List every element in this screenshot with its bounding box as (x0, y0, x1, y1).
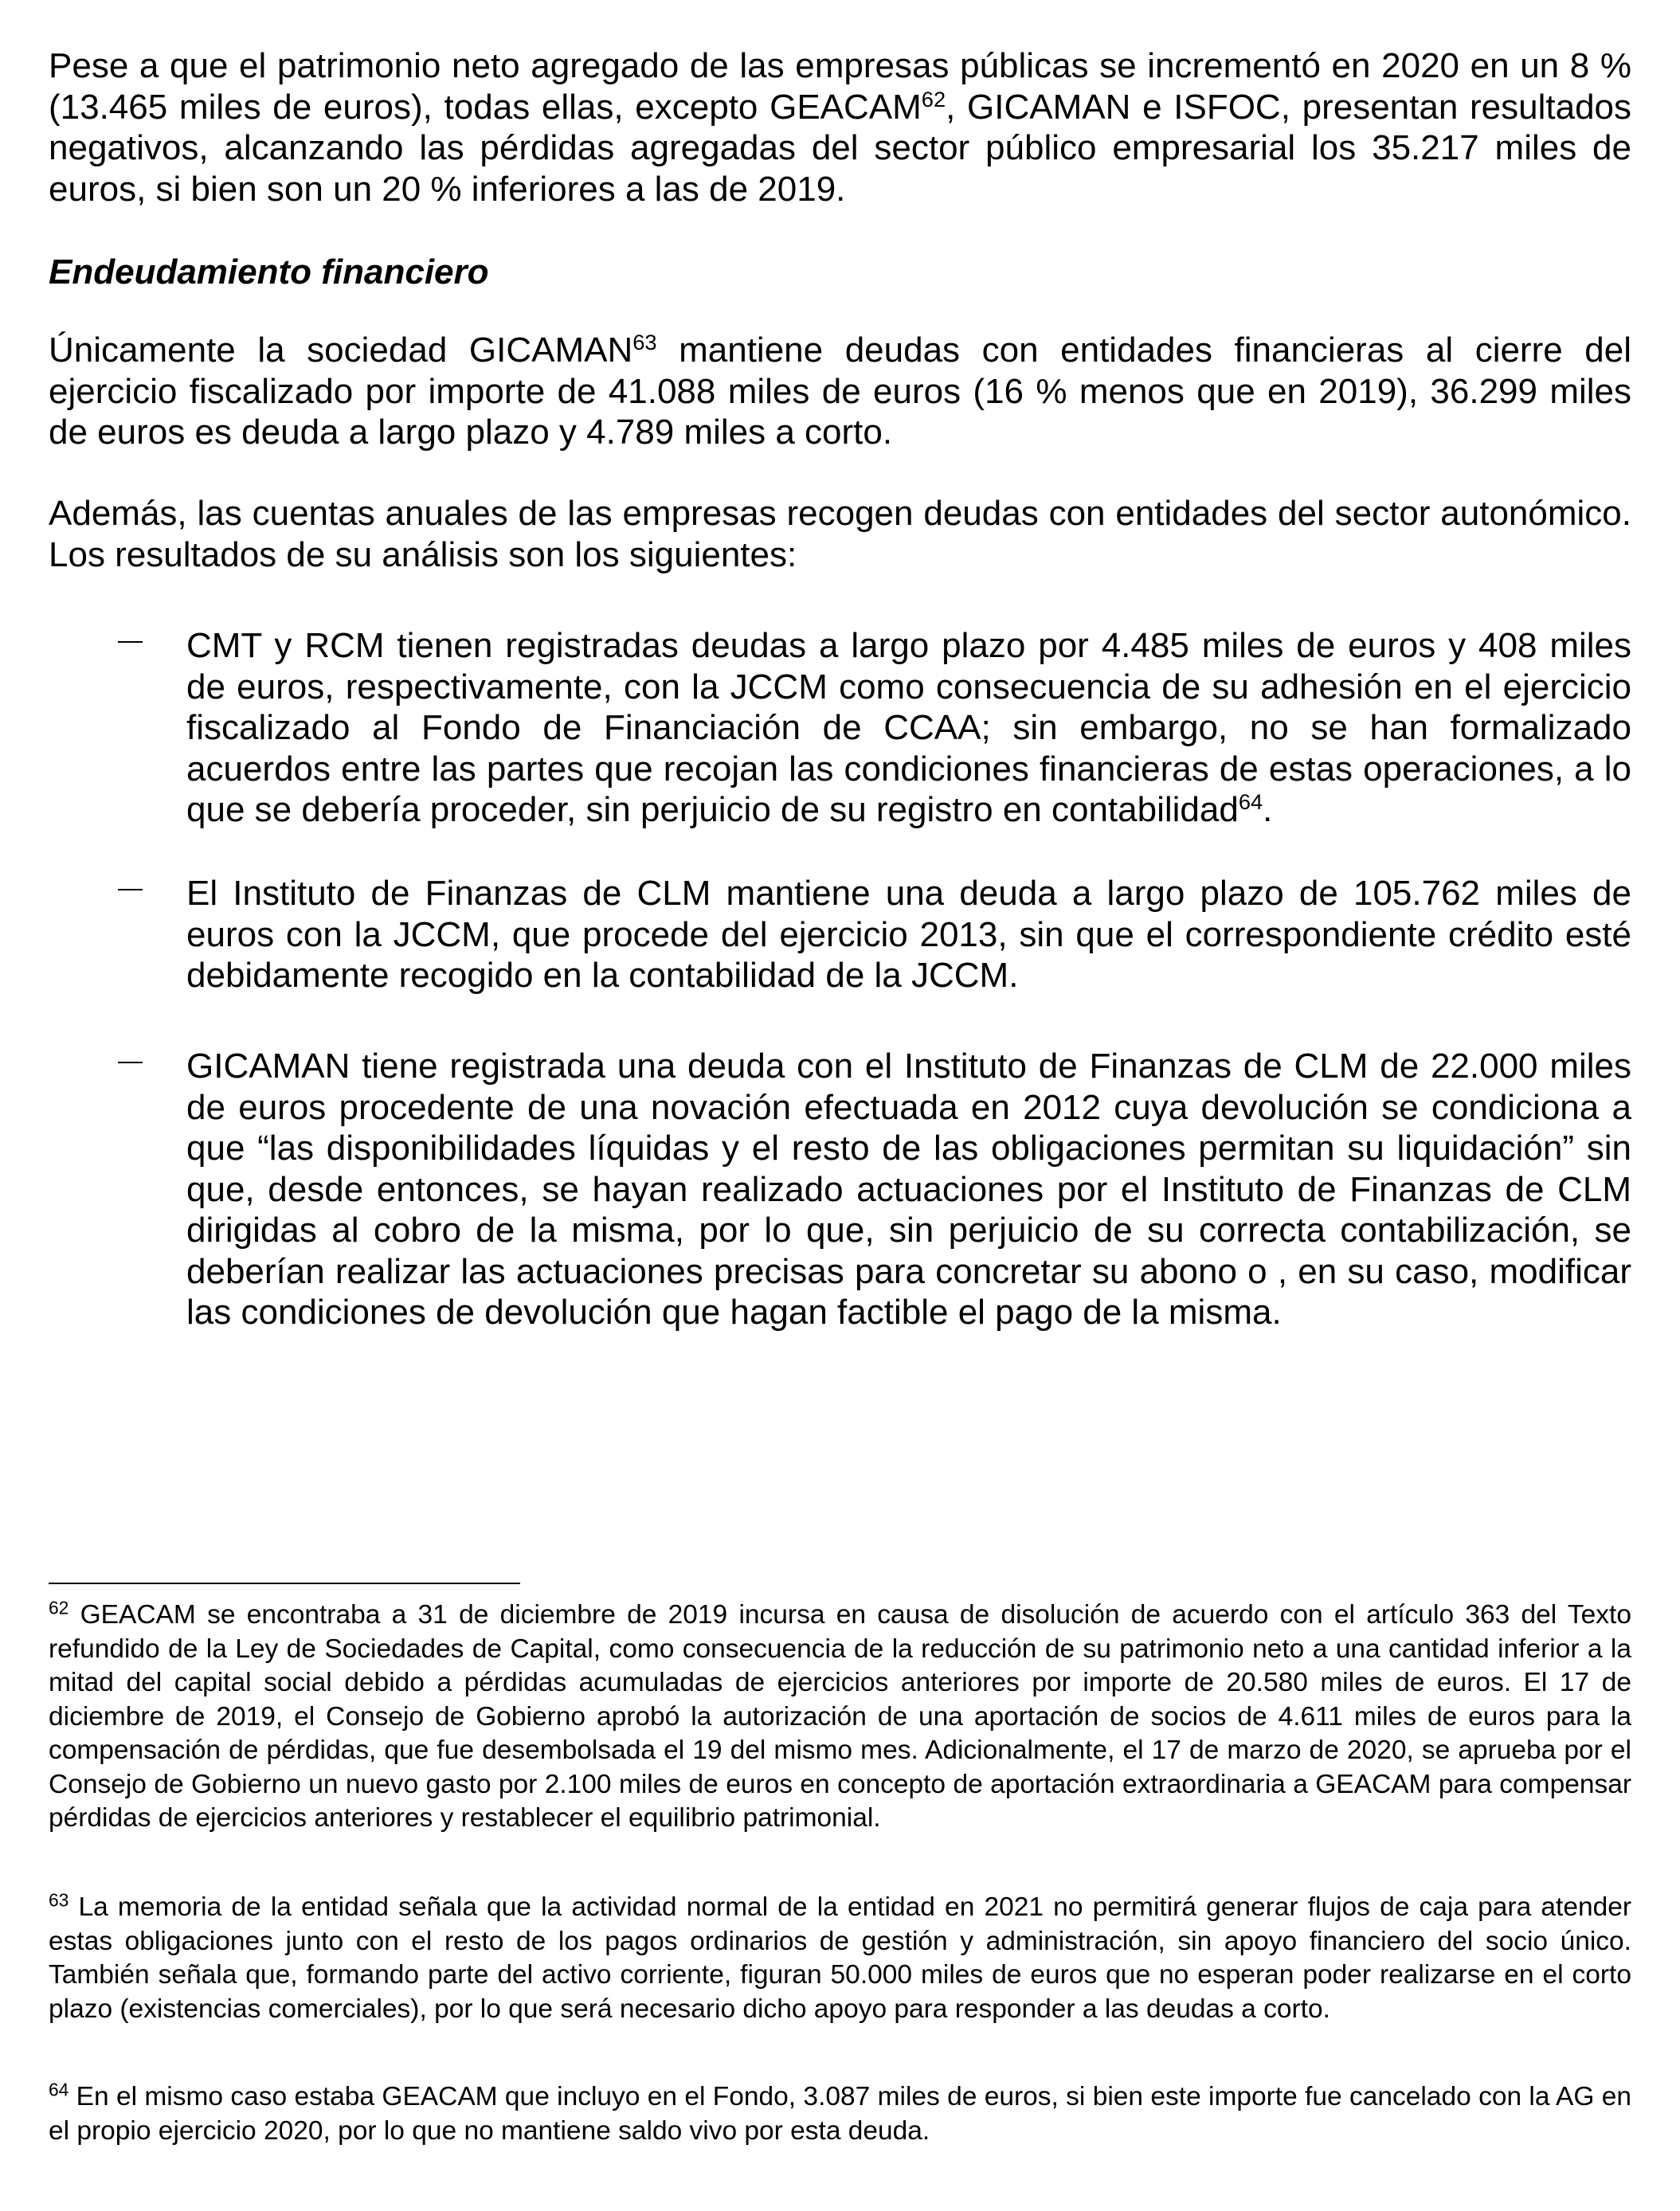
paragraph-text: Únicamente la sociedad GICAMAN (49, 331, 633, 370)
paragraph-patrimonio (49, 45, 1631, 209)
footnote-ref-63[interactable]: 63 (632, 330, 657, 354)
paragraph-cuentas-anuales: Además, las cuentas anuales de las empresas recogen deudas con entidades del sector autonómico. Los resultados de su análisis son los siguientes: (49, 494, 1631, 574)
footnote-number: 63 (49, 1889, 69, 1911)
list-item-text (186, 625, 1631, 831)
section-heading: Endeudamiento financiero (49, 252, 489, 292)
list-item-text-part: CMT y RCM tienen registradas deudas a largo plazo por 4.485 miles de euros y 408 miles de euros, respectivamente, con la JCCM como consecuencia de su adhesión en el ejercicio fiscalizado al Fondo de Financiación de CCAA; sin embargo, no se han formalizado acuerdos entre las partes que recojan las condiciones financieras de estas operaciones, a lo que se debería proceder, sin perjuicio de su registro en contabilidad (186, 626, 1631, 829)
footnote-ref-62[interactable]: 62 (921, 86, 946, 112)
paragraph-gicaman-deudas (49, 330, 1631, 453)
list-item (118, 1046, 1631, 1333)
footnote-63 (49, 1891, 1631, 2026)
list-item (118, 625, 1631, 831)
paragraph-text: mantiene deudas con entidades financieras al cierre del ejercicio fiscalizado por importe de 41.088 miles de euros (16 % menos que en 2019), 36.299 miles de euros es deuda a largo plazo y 4.789 miles a corto. (49, 331, 1631, 452)
footnote-64 (49, 2080, 1631, 2148)
paragraph-text: Pese a que el patrimonio neto agregado de las empresas públicas se incrementó en 2020 en un 8 % (13.465 miles de euros), todas ellas, excepto GEACAM (49, 46, 1631, 127)
list-item-text: El Instituto de Finanzas de CLM mantiene una deuda a largo plazo de 105.762 miles de euros con la JCCM, que procede del ejercicio 2013, sin que el correspondiente crédito esté debidamente recogido en la contabilidad de la JCCM. (186, 874, 1631, 995)
list-item-text: GICAMAN tiene registrada una deuda con el Instituto de Finanzas de CLM de 22.000 miles de euros procedente de una novación efectuada en 2012 cuya devolución se condiciona a que “las disponibilidades líquidas y el resto de las obligaciones permitan su liquidación” sin que, desde entonces, se hayan realizado actuaciones por el Instituto de Finanzas de CLM dirigidas al cobro de la misma, por lo que, sin perjuicio de su correcta contabilización, se deberían realizar las actuaciones precisas para concretar su abono o , en su caso, modificar las condiciones de devolución que hagan factible el pago de la misma. (186, 1047, 1631, 1332)
list-item-text-part: . (1263, 790, 1273, 829)
footnote-text: En el mismo caso estaba GEACAM que incluyo en el Fondo, 3.087 miles de euros, si bien este importe fue cancelado con la AG en el propio ejercicio 2020, por lo que no mantiene saldo vivo por esta deuda. (49, 2082, 1631, 2146)
footnote-text: La memoria de la entidad señala que la actividad normal de la entidad en 2021 no permitirá generar flujos de caja para atender estas obligaciones junto con el resto de los pagos ordinarios de gestión y administración, sin apoyo financiero del socio único. También señala que, formando parte del activo corriente, figuran 50.000 miles de euros que no esperan poder realizarse en el corto plazo (existencias comerciales), por lo que será necesario dicho apoyo para responder a las deudas a corto. (49, 1892, 1631, 2024)
footnote-separator (49, 1583, 520, 1584)
footnote-text: GEACAM se encontraba a 31 de diciembre de 2019 incursa en causa de disolución de acuerdo con el artículo 363 del Texto refundido de la Ley de Sociedades de Capital, como consecuencia de la reducción de su patrimonio neto a una cantidad inferior a la mitad del capital social debido a pérdidas acumuladas de ejercicios anteriores por importe de 20.580 miles de euros. El 17 de diciembre de 2019, el Consejo de Gobierno aprobó la autorización de una aportación de socios de 4.611 miles de euros para la compensación de pérdidas, que fue desembolsada el 19 del mismo mes. Adicionalmente, el 17 de marzo de 2020, se aprueba por el Consejo de Gobierno un nuevo gasto por 2.100 miles de euros en concepto de aportación extraordinaria a GEACAM para compensar pérdidas de ejercicios anteriores y restablecer el equilibrio patrimonial. (49, 1600, 1631, 1833)
footnote-62 (49, 1599, 1631, 1836)
list-item (118, 873, 1631, 996)
footnote-number: 62 (49, 1597, 69, 1618)
footnote-ref-64[interactable]: 64 (1238, 789, 1263, 814)
footnote-number: 64 (49, 2079, 69, 2100)
paragraph-text: , GICAMAN e ISFOC, presentan resultados negativos, alcanzando las pérdidas agregadas del sector público empresarial los 35.217 miles de euros, si bien son un 20 % inferiores a las de 2019. (49, 87, 1632, 209)
